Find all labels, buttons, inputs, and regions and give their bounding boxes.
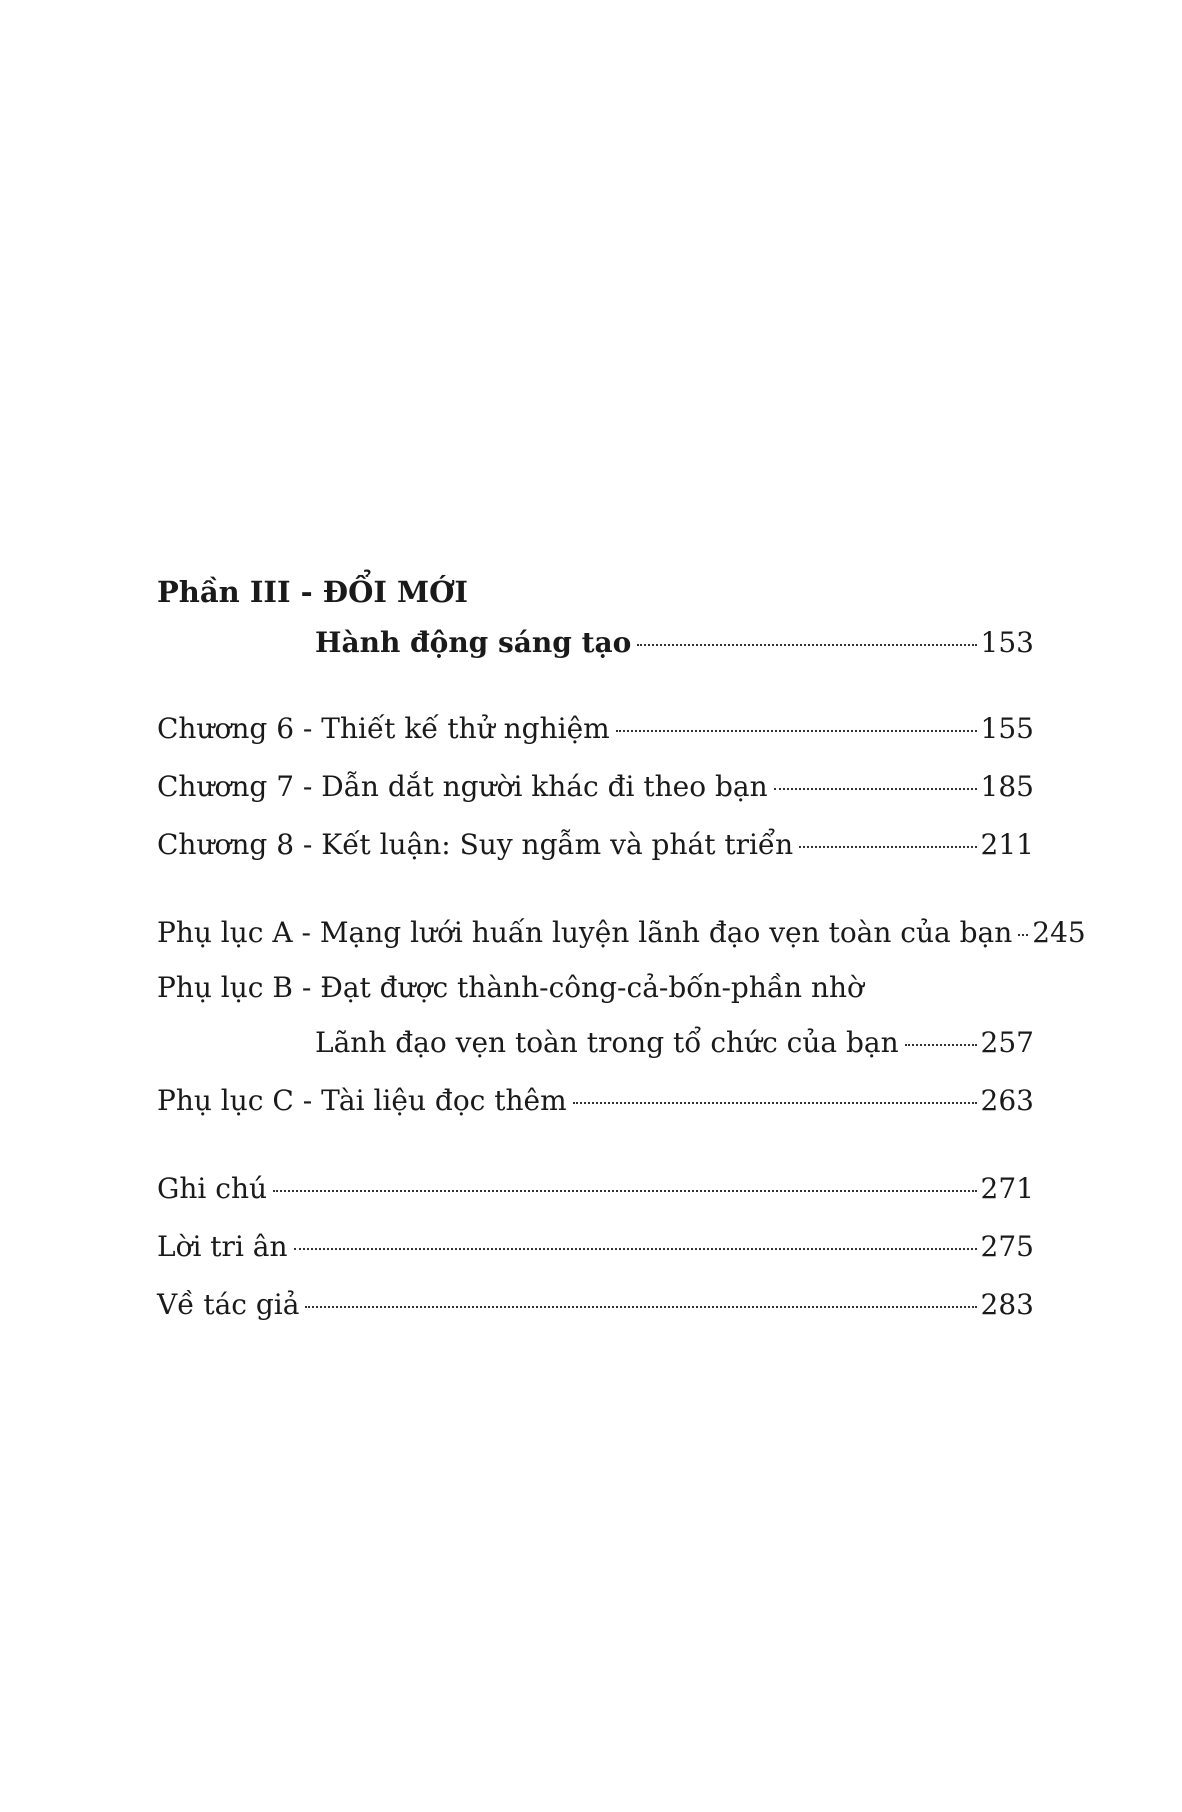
toc-entry-chapter-6[interactable]	[157, 700, 1034, 758]
toc-entry-chapter-7[interactable]	[157, 758, 1034, 816]
dot-leader	[305, 1306, 976, 1308]
dot-leader	[573, 1102, 977, 1104]
entry-page-number: 155	[980, 712, 1034, 745]
entry-label: Về tác giả	[157, 1288, 300, 1321]
toc-entry-appendix-c[interactable]	[157, 1072, 1034, 1130]
dot-leader	[799, 846, 976, 848]
dot-leader	[273, 1190, 977, 1192]
dot-leader	[1018, 934, 1028, 936]
dot-leader	[616, 730, 977, 732]
entry-page-number: 257	[980, 1026, 1034, 1059]
entry-page-number: 185	[980, 770, 1034, 803]
entry-label: Chương 7 - Dẫn dắt người khác đi theo bạn	[157, 770, 768, 803]
toc-entry-appendix-b-line2[interactable]	[157, 1014, 1034, 1072]
section-spacer	[157, 1130, 1034, 1160]
entry-label: Phụ lục A - Mạng lưới huấn luyện lãnh đạo vẹn toàn của bạn	[157, 916, 1013, 949]
entry-label: Phụ lục B - Đạt được thành-công-cả-bốn-phần nhờ	[157, 971, 864, 1004]
section-spacer	[157, 874, 1034, 904]
toc-entry-chapter-8[interactable]	[157, 816, 1034, 874]
dot-leader	[774, 788, 977, 790]
toc-entry-notes[interactable]	[157, 1160, 1034, 1218]
entry-label: Chương 6 - Thiết kế thử nghiệm	[157, 712, 610, 745]
dot-leader	[905, 1044, 977, 1046]
part-title: Phần III - ĐỔI MỚI	[157, 575, 468, 609]
dot-leader	[637, 644, 976, 646]
entry-page-number: 263	[980, 1084, 1034, 1117]
toc-entry-part-subtitle[interactable]	[157, 614, 1034, 672]
entry-label: Lãnh đạo vẹn toàn trong tổ chức của bạn	[315, 1026, 899, 1059]
toc-entry-about-author[interactable]	[157, 1276, 1034, 1334]
entry-label: Lời tri ân	[157, 1230, 288, 1263]
entry-page-number: 283	[980, 1288, 1034, 1321]
toc-entry-appendix-b-line1[interactable]	[157, 962, 1034, 1014]
entry-page-number: 271	[980, 1172, 1034, 1205]
entry-label: Hành động sáng tạo	[315, 626, 632, 659]
table-of-contents	[157, 570, 1086, 1334]
section-spacer	[157, 672, 1034, 700]
entry-page-number: 153	[980, 626, 1034, 659]
dot-leader	[294, 1248, 977, 1250]
entry-label: Phụ lục C - Tài liệu đọc thêm	[157, 1084, 567, 1117]
entry-page-number: 275	[980, 1230, 1034, 1263]
entry-page-number: 211	[980, 828, 1034, 861]
entry-label: Chương 8 - Kết luận: Suy ngẫm và phát triển	[157, 828, 794, 861]
entry-page-number: 245	[1032, 916, 1086, 949]
toc-entry-appendix-a[interactable]	[157, 904, 1086, 962]
toc-entry-acknowledgements[interactable]	[157, 1218, 1034, 1276]
entry-label: Ghi chú	[157, 1172, 268, 1205]
